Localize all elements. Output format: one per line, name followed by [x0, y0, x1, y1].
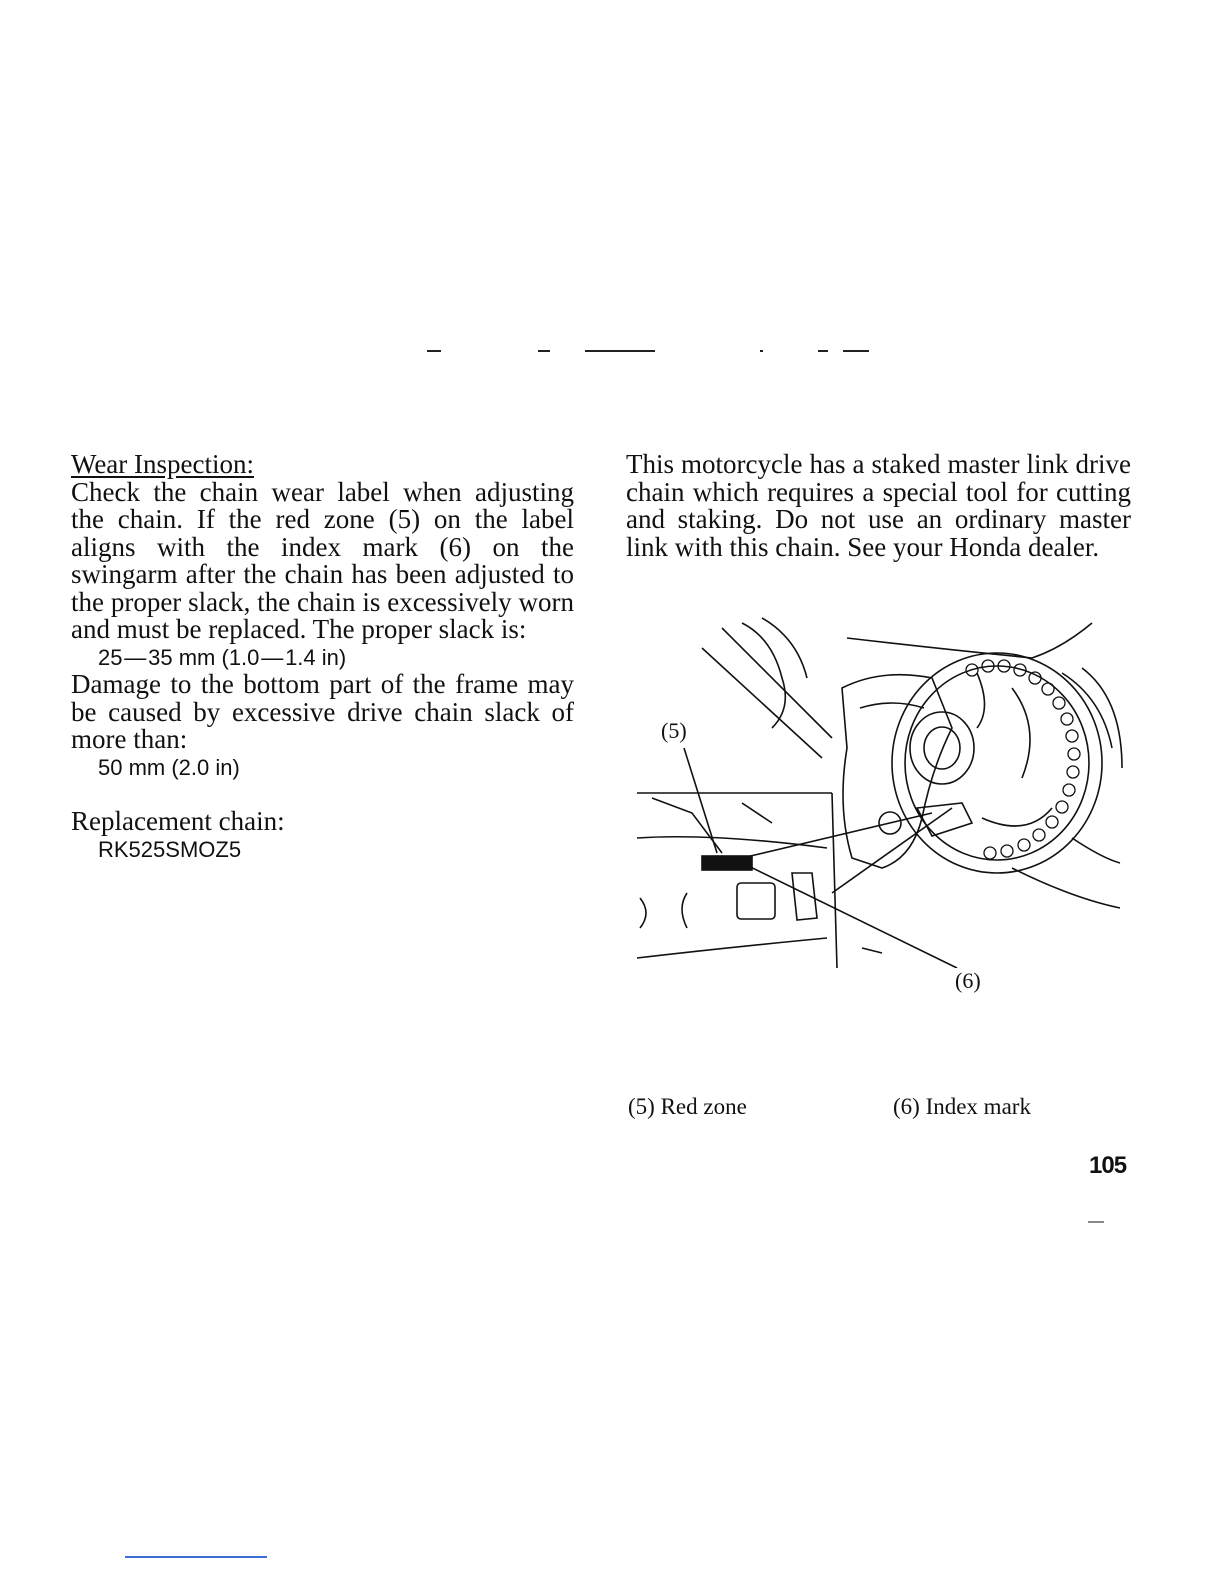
- inset-stroke: [742, 803, 772, 823]
- frame-stroke: [702, 648, 822, 758]
- inset-stroke: [682, 893, 687, 928]
- wear-inspection-paragraph: Check the chain wear label when adjusting the chain. If the red zone (5) on the label aligns with the index mark (6) on the swingarm after the chain has been adjusted to the proper slack, the chain is excessively worn and must be replaced. The proper slack is:: [71, 476, 574, 644]
- scan-mark: [818, 350, 828, 352]
- sprocket-outer: [892, 653, 1102, 873]
- inset-stroke: [640, 898, 646, 928]
- scan-mark: [125, 1556, 267, 1558]
- hub: [910, 712, 974, 784]
- master-link-paragraph: This motorcycle has a staked master link drive chain which requires a special tool for cutting and staking. Do not use an ordinary master link with this chain. See your Honda dealer.: [626, 449, 1131, 562]
- scan-mark: [585, 350, 655, 352]
- left-column: [71, 451, 574, 863]
- sprocket-inner: [905, 666, 1089, 860]
- sprocket-spoke: [1012, 688, 1030, 778]
- inset-swingarm-bottom: [637, 938, 827, 958]
- scan-mark: [843, 350, 869, 352]
- right-column: [626, 451, 1131, 561]
- page-number: 105: [1089, 1152, 1127, 1179]
- callout-6: (6): [955, 968, 981, 993]
- proper-slack-spec: 25 — 35 mm (1.0 — 1.4 in): [98, 644, 347, 670]
- scan-mark: [760, 350, 763, 352]
- scan-mark: [427, 350, 441, 352]
- inset-border: [832, 793, 837, 968]
- chain-run: [1072, 838, 1120, 863]
- stroke: [862, 948, 882, 953]
- callout-5: (5): [661, 718, 687, 743]
- max-slack-spec: 50 mm (2.0 in): [98, 754, 240, 780]
- illustration-drawing: [632, 608, 1128, 1008]
- replacement-chain-model: RK525SMOZ5: [98, 836, 242, 862]
- scan-mark: [538, 350, 550, 352]
- leader-line-6c: [742, 813, 932, 858]
- swingarm-edge: [860, 703, 924, 708]
- chain-run: [1012, 868, 1120, 908]
- spacer: [71, 781, 574, 808]
- chain-wear-illustration: [632, 608, 1128, 1008]
- caption-index-mark: (6) Index mark: [893, 1094, 1031, 1119]
- frame-damage-paragraph: Damage to the bottom part of the frame may be caused by excessive drive chain slack of more than:: [71, 669, 574, 754]
- inset-adjuster: [737, 883, 775, 919]
- frame-stroke: [847, 623, 1092, 658]
- adjuster-block: [917, 803, 972, 836]
- wear-inspection-heading: Wear Inspection:: [71, 449, 255, 479]
- inset-stroke: [792, 873, 817, 920]
- shock-spring: [742, 623, 785, 728]
- inset-swingarm-top: [637, 837, 827, 848]
- inset-stroke: [652, 798, 722, 853]
- sprocket-spoke: [977, 673, 985, 728]
- sprocket-spoke: [982, 808, 1052, 826]
- replacement-chain-label: Replacement chain:: [71, 806, 285, 836]
- hub-center: [924, 727, 960, 769]
- caption-red-zone: (5) Red zone: [628, 1094, 747, 1119]
- leader-line-6: [732, 858, 957, 968]
- scan-mark: [1088, 1221, 1104, 1223]
